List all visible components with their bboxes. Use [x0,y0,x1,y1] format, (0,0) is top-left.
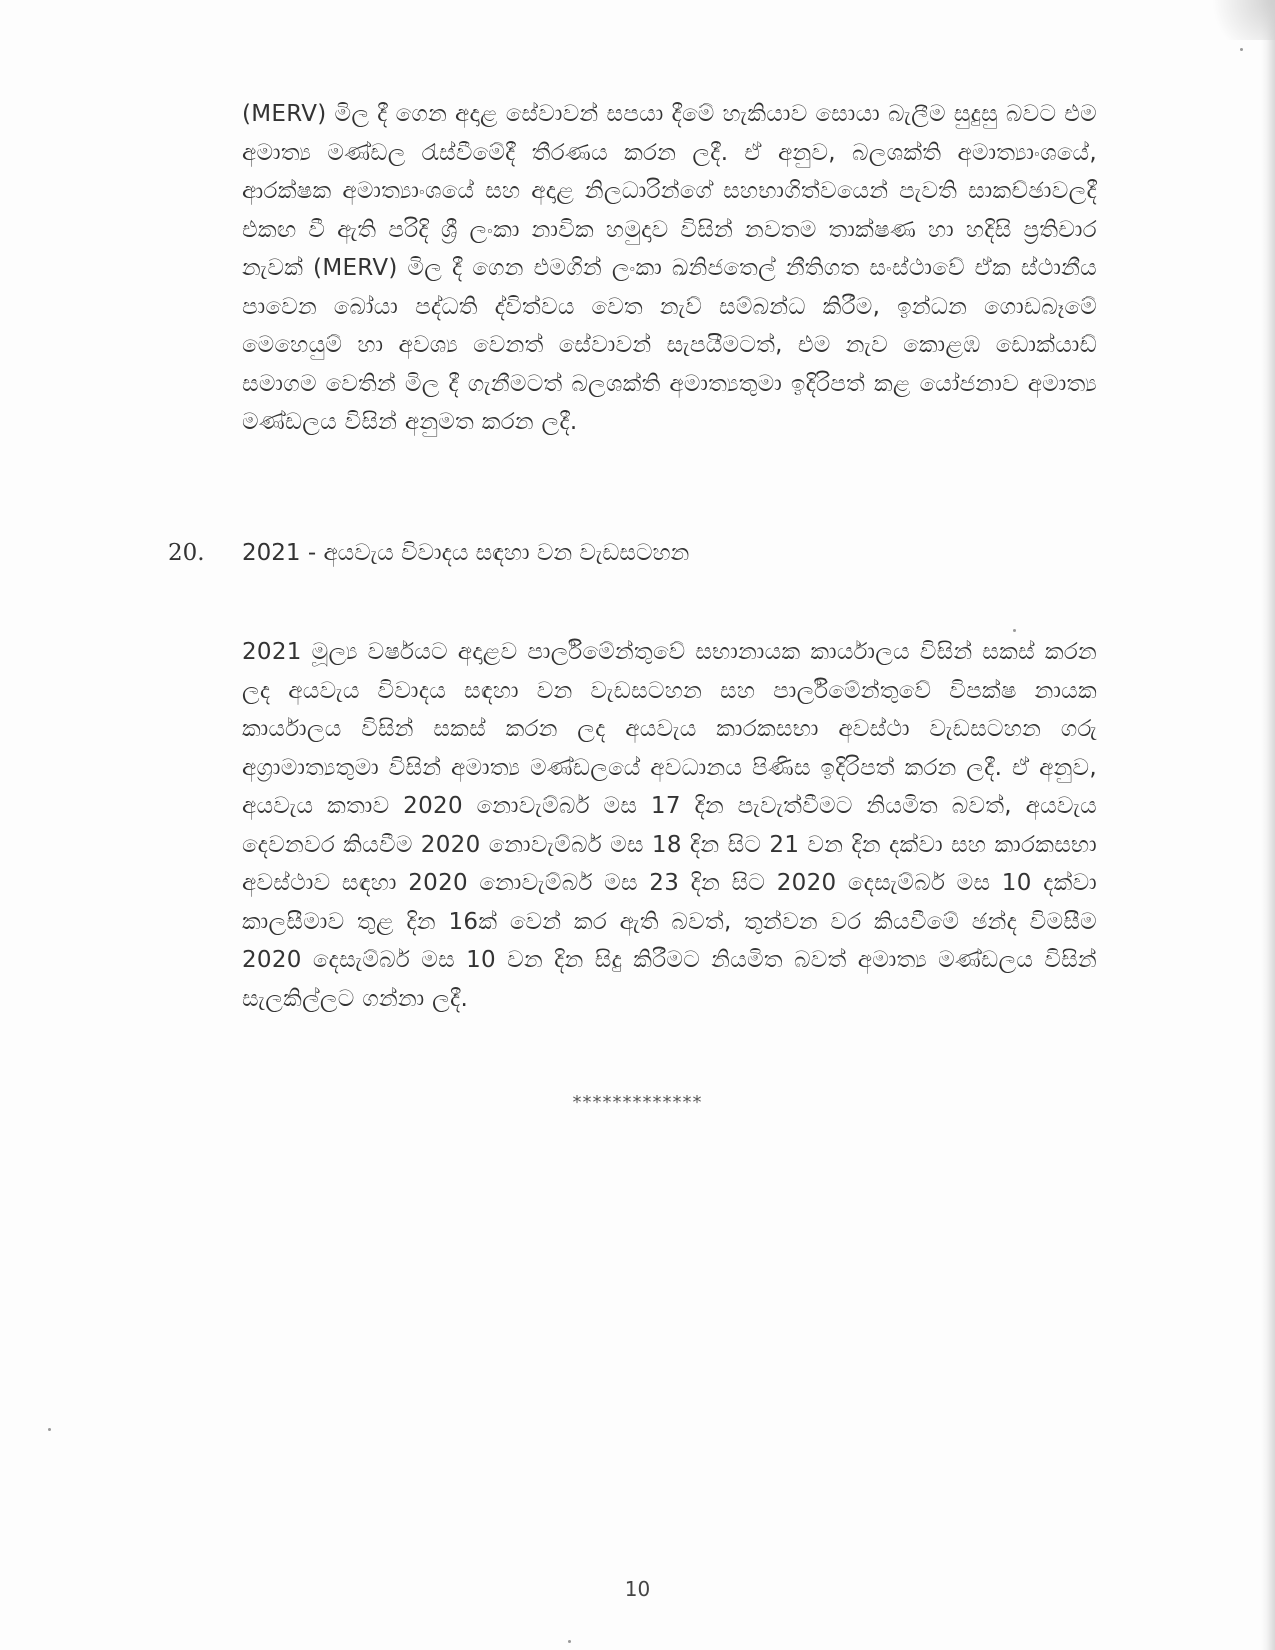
scan-edge-shadow [1261,0,1275,1650]
scan-speck [48,1428,51,1431]
scan-speck [1013,629,1016,632]
section-separator: ************* [572,1092,703,1113]
item-title: 2021 - අයවැය විවාදය සඳහා වන වැඩසටහන [242,540,690,566]
scan-corner-shadow [1195,0,1275,40]
scan-speck [568,1640,571,1643]
item-number: 20. [168,540,205,566]
item-20-heading [168,534,1098,572]
paragraph-budget-debate: 2021 මූල්‍ය වර්ෂයට අදාළව පාර්ලිමේන්තුවේ සභානායක කාර්යාලය විසින් සකස් කරන ලද අයවැය විවාදය සඳහා වන වැඩසටහන සහ පාර්ලිමේන්තුවේ විපක්ෂ නායක කාර්යාලය විසින් සකස් කරන ලද අයවැය කාරකසභා අවස්ථා වැඩසටහන ගරු අග්‍රාමාත්‍යතුමා විසින් අමාත්‍ය මණ්ඩලයේ අවධානය පිණිස ඉදිරිපත් කරන ලදී. ඒ අනුව, අයවැය කතාව 2020 නොවැම්බර් මස 17 දින පැවැත්වීමට නියමිත බවත්, අයවැය දෙවනවර කියවීම 2020 නොවැම්බර් මස 18 දින සිට 21 වන දින දක්වා සහ කාරකසභා අවස්ථාව සඳහා 2020 නොවැම්බර් මස 23 දින සිට 2020 දෙසැම්බර් මස 10 දක්වා කාලසීමාව තුළ දින 16ක් වෙන් කර ඇති බවත්, තුන්වන වර කියවීමේ ඡන්ද විමසීම 2020 දෙසැම්බර් මස 10 වන දින සිදු කිරීමට නියමිත බවත් අමාත්‍ය මණ්ඩලය විසින් සැලකිල්ලට ගන්නා ලදී. [242,639,1097,1012]
scan-speck [1240,48,1243,51]
page-number: 10 [624,1577,651,1601]
paragraph-merv-continuation: (MERV) මිල දී ගෙන අදාළ සේවාවන් සපයා දීමේ හැකියාව සොයා බැලීම සුදුසු බවට එම අමාත්‍ය මණ්ඩල රැස්වීමේදී තීරණය කරන ලදී. ඒ අනුව, බලශක්ති අමාත්‍යාංශයේ, ආරක්ෂක අමාත්‍යාංශයේ සහ අදාළ නිලධාරින්ගේ සහභාගිත්වයෙන් පැවති සාකච්ඡාවලදී එකඟ වී ඇති පරිදි ශ්‍රී ලංකා නාවික හමුදාව විසින් නවතම තාක්ෂණ හා හදිසි ප්‍රතිචාර නැවක් (MERV) මිල දී ගෙන එමගින් ලංකා ඛනිජතෙල් නීතිගත සංස්ථාවේ ඒක ස්ථානීය පාවෙන බෝයා පද්ධති ද්විත්වය වෙත නැව් සම්බන්ධ කිරීම, ඉන්ධන ගොඩබෑමේ මෙහෙයුම් හා අවශ්‍ය වෙනත් සේවාවන් සැපයීමටත්, එම නැව කොළඹ ඩොක්යාඩ් සමාගම වෙතින් මිල දී ගැනීමටත් බලශක්ති අමාත්‍යතුමා ඉදිරිපත් කළ යෝජනාව අමාත්‍ය මණ්ඩලය විසින් අනුමත කරන ලදී. [242,101,1097,435]
